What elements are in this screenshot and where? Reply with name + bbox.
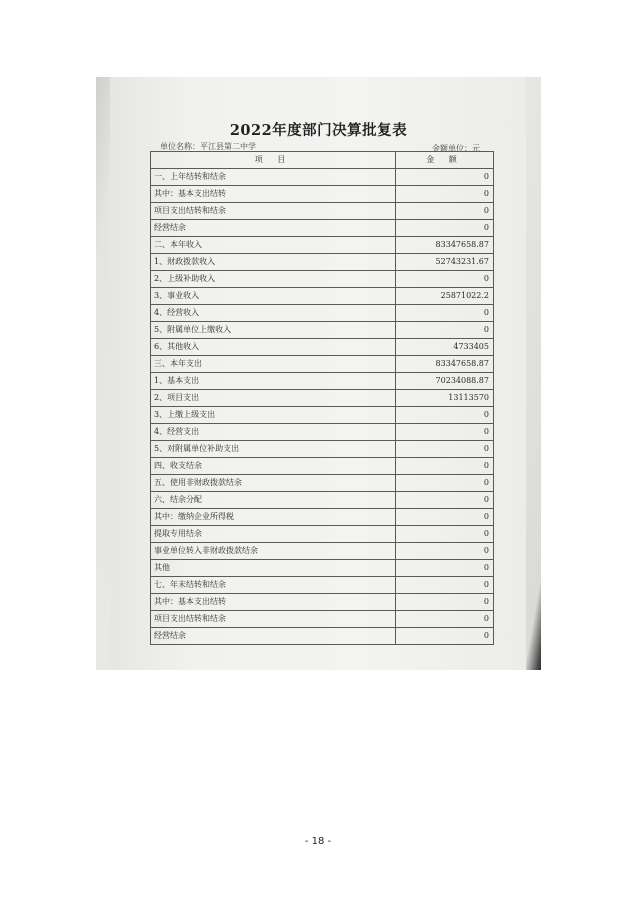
table-row — [151, 424, 494, 441]
table-row — [151, 254, 494, 271]
row-amount: 0 — [396, 441, 494, 458]
row-label: 三、本年支出 — [151, 356, 396, 373]
row-label: 事业单位转入非财政拨款结余 — [151, 543, 396, 560]
table-row — [151, 203, 494, 220]
table-header-row — [151, 152, 494, 169]
row-amount: 25871022.2 — [396, 288, 494, 305]
table-row — [151, 237, 494, 254]
table-row — [151, 441, 494, 458]
row-label: 1、财政拨款收入 — [151, 254, 396, 271]
row-amount: 52743231.67 — [396, 254, 494, 271]
table-row — [151, 271, 494, 288]
row-label: 五、使用非财政拨款结余 — [151, 475, 396, 492]
row-label: 一、上年结转和结余 — [151, 169, 396, 186]
row-amount: 0 — [396, 169, 494, 186]
row-label: 项目支出结转和结余 — [151, 203, 396, 220]
table-row — [151, 305, 494, 322]
row-amount: 0 — [396, 305, 494, 322]
table-row — [151, 356, 494, 373]
row-label: 经营结余 — [151, 220, 396, 237]
row-amount: 0 — [396, 475, 494, 492]
row-label: 其中：基本支出结转 — [151, 594, 396, 611]
document-title: 2022年度部门决算批复表 — [229, 122, 408, 139]
table-row — [151, 628, 494, 645]
table-row — [151, 373, 494, 390]
row-amount: 0 — [396, 628, 494, 645]
row-label: 其他 — [151, 560, 396, 577]
row-amount: 0 — [396, 543, 494, 560]
row-label: 2、项目支出 — [151, 390, 396, 407]
row-amount: 0 — [396, 509, 494, 526]
table-row — [151, 492, 494, 509]
row-label: 项目支出结转和结余 — [151, 611, 396, 628]
table-row — [151, 560, 494, 577]
row-amount: 4733405 — [396, 339, 494, 356]
row-amount: 0 — [396, 611, 494, 628]
table-row — [151, 407, 494, 424]
row-amount: 0 — [396, 577, 494, 594]
table-row — [151, 169, 494, 186]
table-row — [151, 543, 494, 560]
row-label: 四、收支结余 — [151, 458, 396, 475]
row-amount: 0 — [396, 203, 494, 220]
table-row — [151, 611, 494, 628]
row-amount: 0 — [396, 526, 494, 543]
row-amount: 0 — [396, 458, 494, 475]
header-amount: 金 额 — [396, 152, 494, 169]
row-label: 3、上缴上级支出 — [151, 407, 396, 424]
table-row — [151, 390, 494, 407]
row-amount: 0 — [396, 560, 494, 577]
row-amount: 0 — [396, 407, 494, 424]
row-amount: 0 — [396, 271, 494, 288]
table-row — [151, 594, 494, 611]
row-label: 经营结余 — [151, 628, 396, 645]
row-label: 六、结余分配 — [151, 492, 396, 509]
amount-unit: 金额单位：元 — [432, 144, 480, 153]
row-label: 其中：缴纳企业所得税 — [151, 509, 396, 526]
row-amount: 13113570 — [396, 390, 494, 407]
table-row — [151, 288, 494, 305]
table-row — [151, 458, 494, 475]
header-item: 项 目 — [151, 152, 396, 169]
row-label: 2、上级补助收入 — [151, 271, 396, 288]
budget-table — [150, 151, 494, 645]
table-row — [151, 577, 494, 594]
table-row — [151, 220, 494, 237]
row-amount: 0 — [396, 424, 494, 441]
row-label: 1、基本支出 — [151, 373, 396, 390]
table-row — [151, 509, 494, 526]
row-label: 其中：基本支出结转 — [151, 186, 396, 203]
row-label: 4、经营支出 — [151, 424, 396, 441]
row-label: 二、本年收入 — [151, 237, 396, 254]
unit-name: 单位名称：平江县第二中学 — [160, 142, 256, 151]
row-label: 5、附属单位上缴收入 — [151, 322, 396, 339]
row-label: 七、年末结转和结余 — [151, 577, 396, 594]
row-amount: 0 — [396, 322, 494, 339]
page-number: - 18 - — [304, 836, 332, 847]
table-body — [151, 169, 494, 645]
table-row — [151, 322, 494, 339]
row-label: 3、事业收入 — [151, 288, 396, 305]
row-amount: 0 — [396, 220, 494, 237]
row-label: 5、对附属单位补助支出 — [151, 441, 396, 458]
row-label: 6、其他收入 — [151, 339, 396, 356]
row-amount: 70234088.87 — [396, 373, 494, 390]
table-row — [151, 475, 494, 492]
row-amount: 0 — [396, 594, 494, 611]
row-amount: 0 — [396, 186, 494, 203]
row-amount: 0 — [396, 492, 494, 509]
row-label: 4、经营收入 — [151, 305, 396, 322]
table-row — [151, 186, 494, 203]
document-photo — [96, 77, 541, 670]
table-row — [151, 526, 494, 543]
row-label: 提取专用结余 — [151, 526, 396, 543]
row-amount: 83347658.87 — [396, 237, 494, 254]
row-amount: 83347658.87 — [396, 356, 494, 373]
table-row — [151, 339, 494, 356]
